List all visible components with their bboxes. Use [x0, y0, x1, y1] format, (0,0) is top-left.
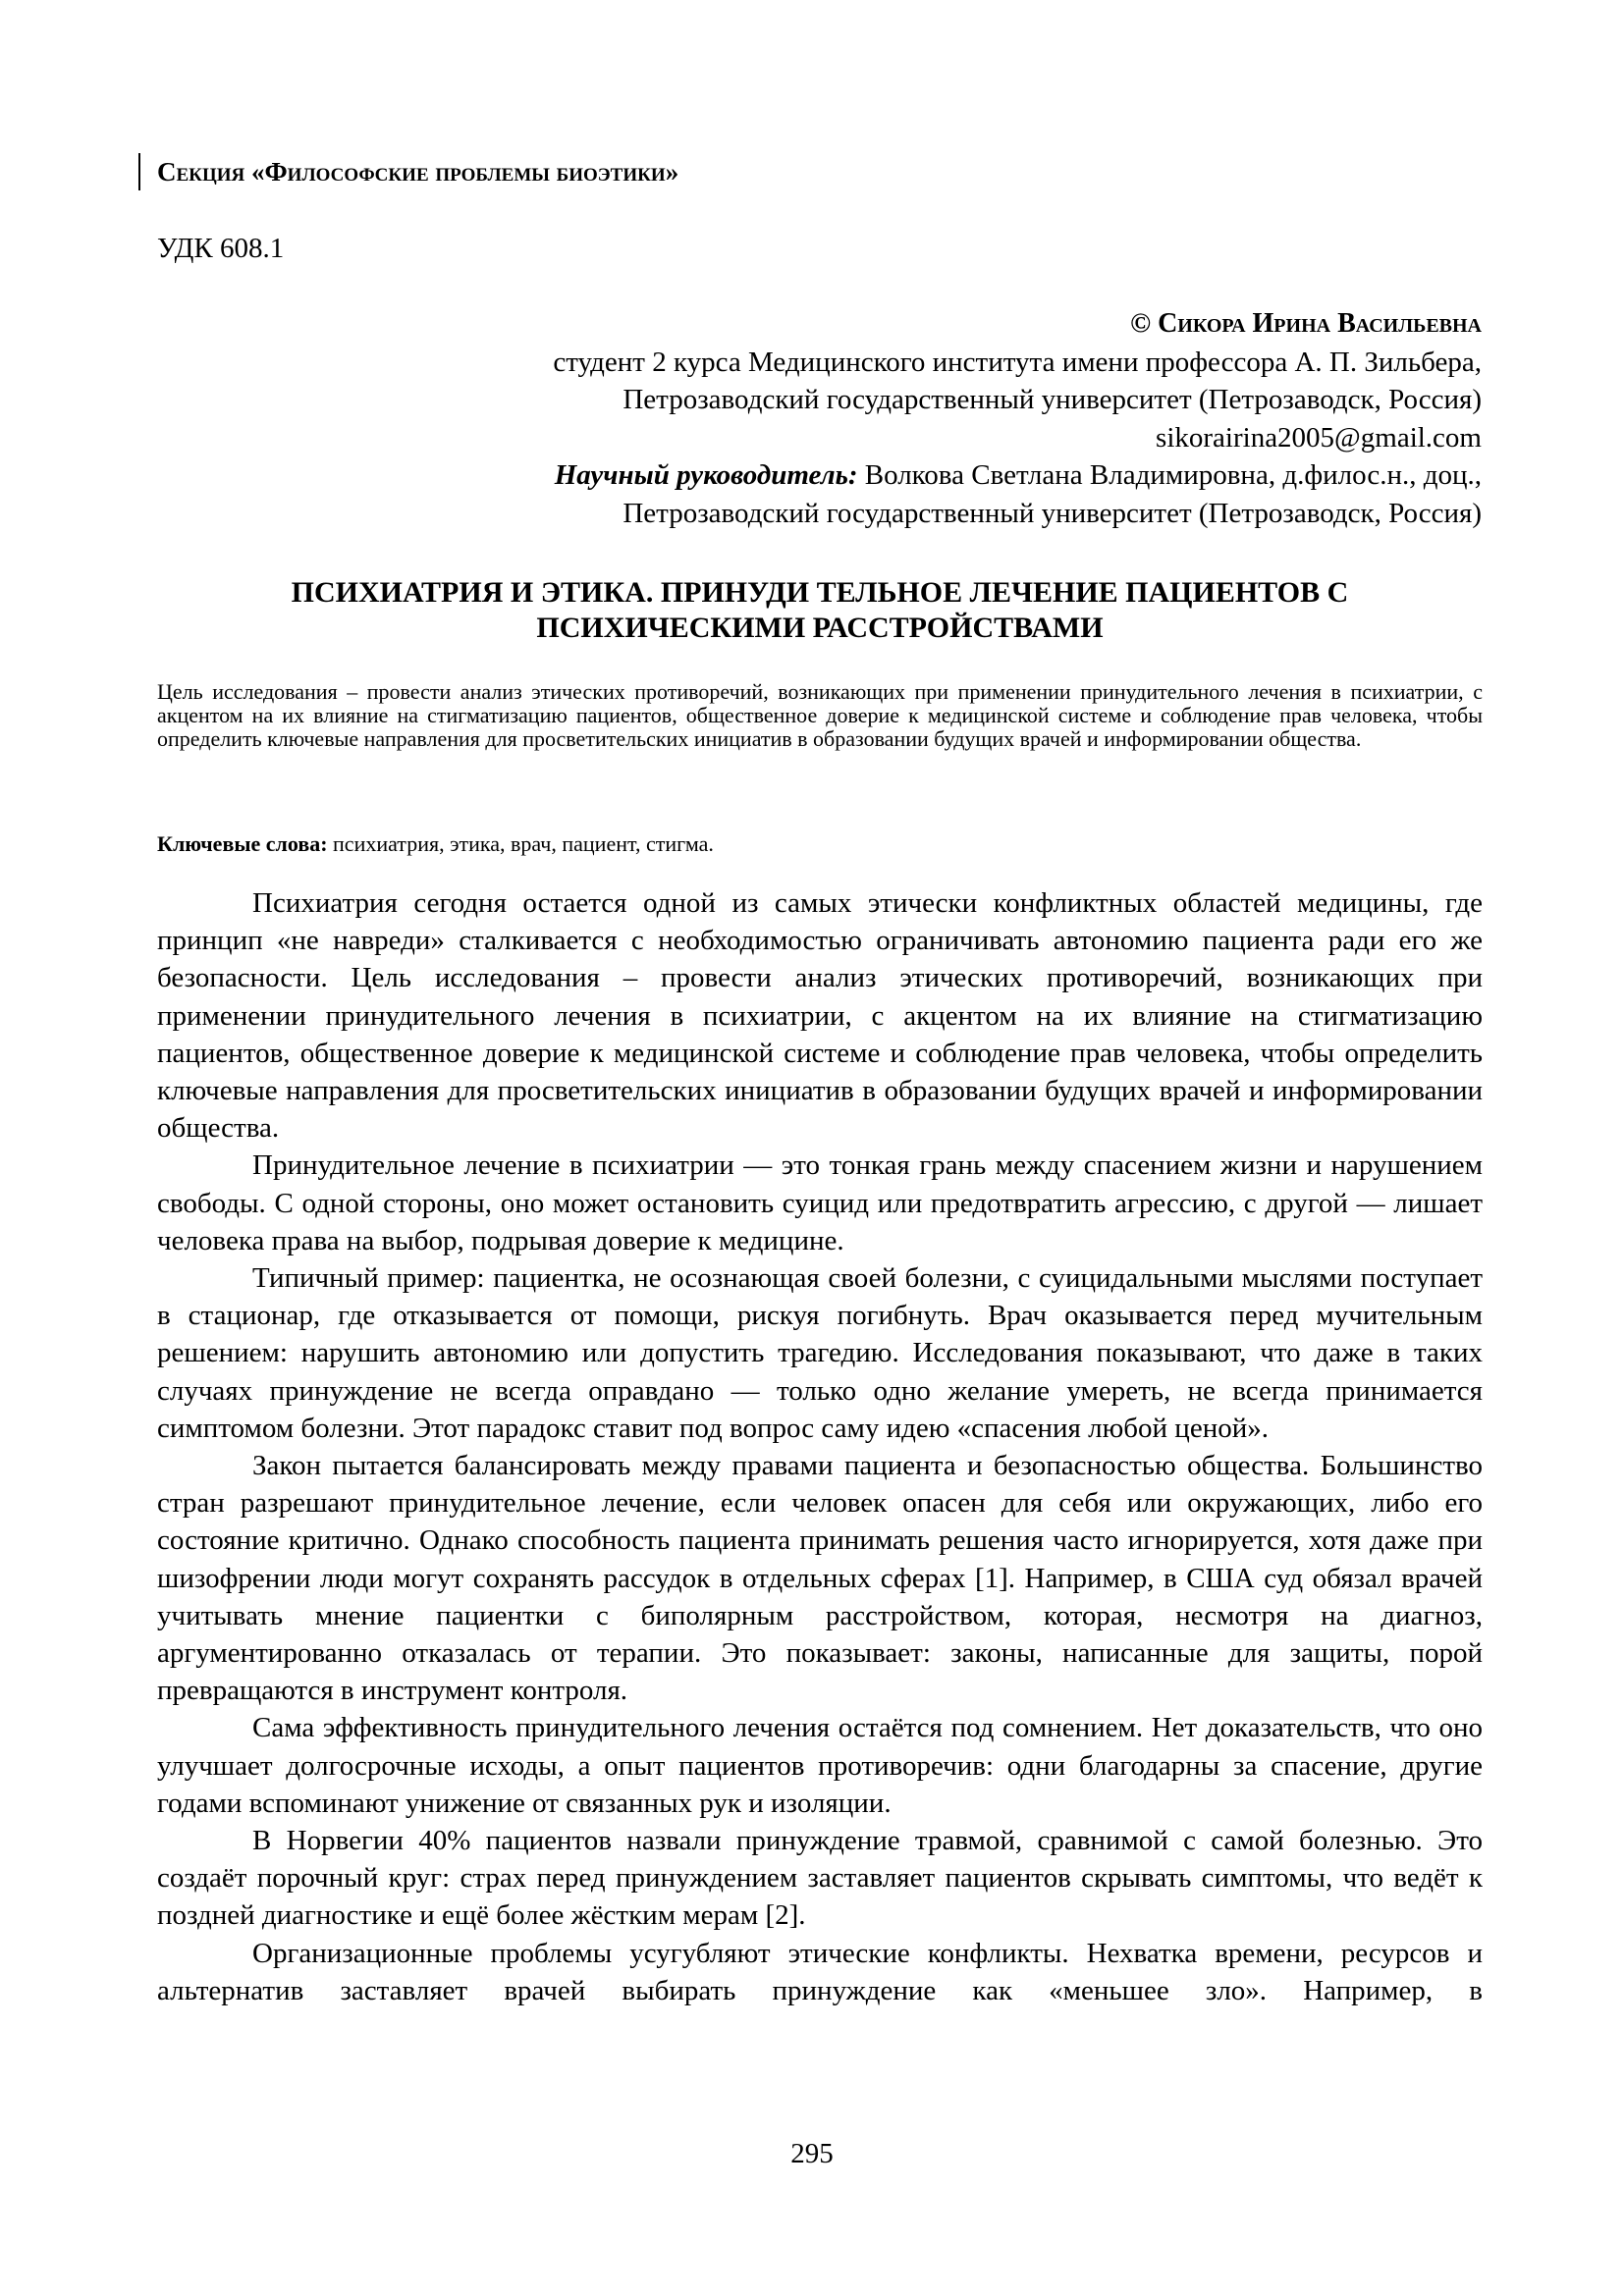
paragraph: В Норвегии 40% пациентов назвали принуждение травмой, сравнимой с самой болезнью. Это создаёт порочный круг: страх перед принуждением заставляет пациентов скрывать симптомы, что ведёт к поздней диагностике и ещё более жёстким мерам [2].: [157, 1825, 1483, 1932]
author-affiliation-line1: студент 2 курса Медицинского института имени профессора А. П. Зильбера,: [553, 346, 1482, 378]
author-email: sikorairina2005@gmail.com: [1156, 421, 1482, 454]
margin-change-bar: [138, 153, 140, 190]
title-line-1: ПСИХИАТРИЯ И ЭТИКА. ПРИНУДИ ТЕЛЬНОЕ ЛЕЧЕНИЕ ПАЦИЕНТОВ С: [291, 576, 1349, 609]
paper-title: [157, 575, 1483, 646]
author-affiliation-line2: Петрозаводский государственный университет (Петрозаводск, Россия): [623, 384, 1482, 415]
abstract: Цель исследования – провести анализ этических противоречий, возникающих при применении принудительного лечения в психиатрии, с акцентом на их влияние на стигматизацию пациентов, общественное доверие к медицинской системе и соблюдение прав человека, чтобы определить ключевые направления для просветительских инициатив в образовании будущих врачей и информировании общества.: [157, 679, 1483, 752]
keywords-text: психиатрия, этика, врач, пациент, стигма.: [327, 831, 714, 856]
section-heading: Секция «Философские проблемы биоэтики»: [157, 157, 679, 187]
supervisor-line: [205, 456, 1482, 495]
page-number: 295: [790, 2138, 834, 2169]
title-line-2: ПСИХИЧЕСКИМИ РАССТРОЙСТВАМИ: [536, 612, 1104, 644]
paragraph: Принудительное лечение в психиатрии — это тонкая грань между спасением жизни и нарушением свободы. С одной стороны, оно может остановить суицид или предотвратить агрессию, с другой — лишает человека права на выбор, подрывая доверие к медицине.: [157, 1149, 1483, 1256]
paragraph: Сама эффективность принудительного лечения остаётся под сомнением. Нет доказательств, что оно улучшает долгосрочные исходы, а опыт пациентов противоречив: одни благодарны за спасение, другие годами вспоминают унижение от связанных рук и изоляции.: [157, 1712, 1483, 1819]
paragraph: Организационные проблемы усугубляют этические конфликты. Нехватка времени, ресурсов и альтернатив заставляет врачей выбирать принуждение как «меньшее зло». Например, в: [157, 1937, 1483, 2006]
author-block: [205, 305, 1482, 532]
body-text: [157, 884, 1483, 2009]
supervisor-affiliation: Петрозаводский государственный университет (Петрозаводск, Россия): [623, 497, 1482, 529]
keywords-label: Ключевые слова:: [157, 831, 328, 856]
udk-code: УДК 608.1: [157, 233, 285, 264]
author-name: © Сикора Ирина Васильевна: [1130, 308, 1482, 339]
supervisor-label: Научный руководитель:: [554, 459, 858, 491]
paragraph: Типичный пример: пациентка, не осознающая своей болезни, с суицидальными мыслями поступает в стационар, где отказывается от помощи, рискуя погибнуть. Врач оказывается перед мучительным решением: нарушить автономию или допустить трагедию. Исследования показывают, что даже в таких случаях принуждение не всегда оправдано — только одно желание умереть, не всегда принимается симптомом болезни. Этот парадокс ставит под вопрос саму идею «спасения любой ценой».: [157, 1262, 1483, 1444]
paragraph: Закон пытается балансировать между правами пациента и безопасностью общества. Большинство стран разрешают принудительное лечение, если человек опасен для себя или окружающих, либо его состояние критично. Однако способность пациента принимать решения часто игнорируется, хотя даже при шизофрении люди могут сохранять рассудок в отдельных сферах [1]. Например, в США суд обязал врачей учитывать мнение пациентки с биполярным расстройством, которая, несмотря на диагноз, аргументированно отказалась от терапии. Это показывает: законы, написанные для защиты, порой превращаются в инструмент контроля.: [157, 1450, 1483, 1707]
paragraph: Психиатрия сегодня остается одной из самых этически конфликтных областей медицины, где принцип «не навреди» сталкивается с необходимостью ограничивать автономию пациента ради его же безопасности. Цель исследования – провести анализ этических противоречий, возникающих при применении принудительного лечения в психиатрии, с акцентом на их влияние на стигматизацию пациентов, общественное доверие к медицинской системе и соблюдение прав человека, чтобы определить ключевые направления для просветительских инициатив в образовании будущих врачей и информировании общества.: [157, 887, 1483, 1145]
supervisor-name: Волкова Светлана Владимировна, д.филос.н., доц.,: [857, 459, 1482, 491]
keywords: [157, 831, 1483, 857]
